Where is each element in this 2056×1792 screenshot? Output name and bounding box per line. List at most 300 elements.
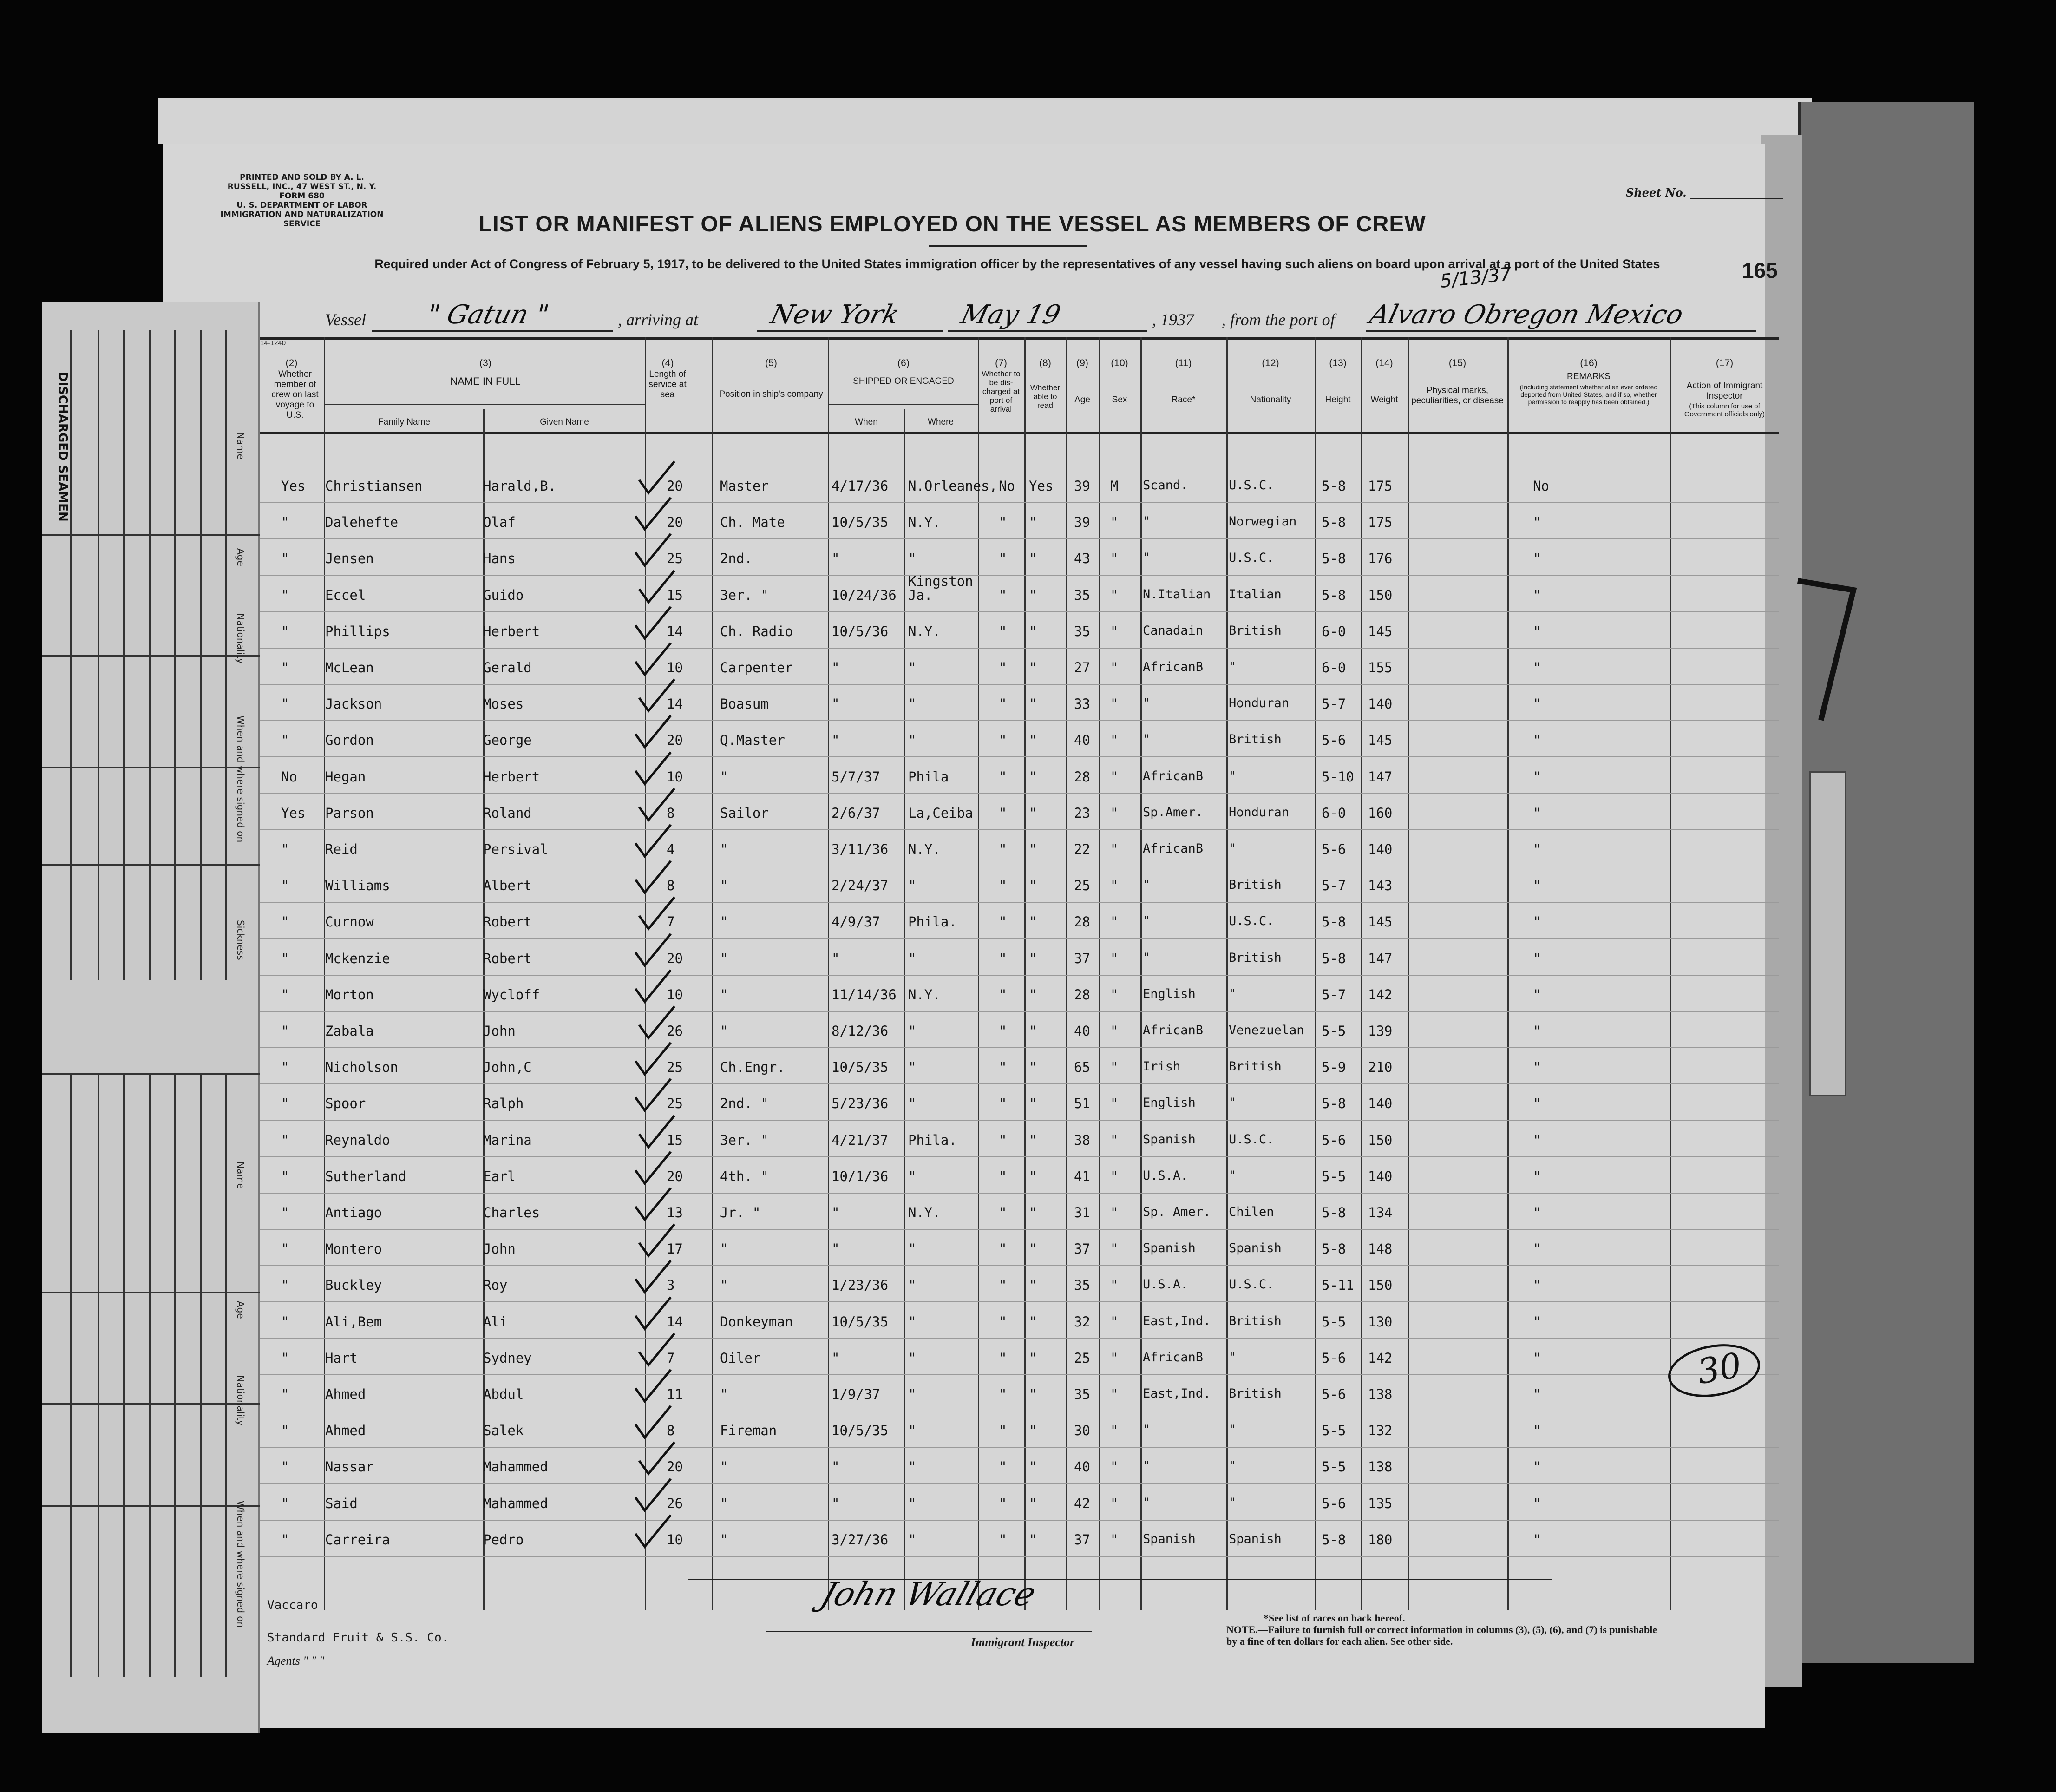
cell-read: " [1029,551,1037,567]
cell-race: AfricanB [1143,1023,1204,1037]
cell-sex: " [1110,1241,1119,1257]
cell-weight: 142 [1368,986,1393,1003]
cell-service: 15 [667,587,683,603]
header-when: When [855,417,878,427]
cell-family: Jensen [325,551,374,567]
table-row [260,721,1779,757]
cell-age: 25 [1074,1350,1090,1366]
cell-service: 25 [667,1059,683,1076]
cell-where: Phila [908,768,949,785]
cell-given: Wycloff [483,986,540,1003]
card-rule [149,1073,151,1677]
cell-age: 33 [1074,696,1090,712]
col-num-10: (10) [1111,358,1128,368]
card-label-nationality-2: Nationality [235,1375,246,1426]
cell-height: 5-8 [1322,1241,1346,1257]
cell-position: Master [720,478,769,494]
cell-read: " [1029,732,1037,748]
cell-where: N.Y. [908,1205,941,1221]
cell-remarks: " [1533,660,1541,676]
cell-last: " [281,623,289,639]
cell-age: 65 [1074,1059,1090,1076]
cell-disch: " [999,1023,1007,1039]
cell-nat: " [1229,1423,1237,1438]
cell-nat: " [1229,768,1237,783]
cell-last: " [281,986,289,1003]
table-row [260,573,1779,612]
cell-read: " [1029,986,1037,1003]
cell-given: Mahammed [483,1495,548,1511]
cell-race: " [1143,878,1151,893]
cell-age: 25 [1074,878,1090,894]
cell-height: 5-8 [1322,478,1346,494]
cell-given: Roland [483,805,532,821]
cell-disch: " [999,551,1007,567]
footer-note [1226,1612,1668,1647]
cell-read: " [1029,841,1037,857]
cell-when: " [832,1241,840,1257]
cell-when: 2/24/37 [832,878,889,894]
cell-height: 6-0 [1322,660,1346,676]
cell-sex: " [1110,623,1119,639]
cell-where: " [908,732,917,748]
cell-when: " [832,551,840,567]
cell-when: " [832,1459,840,1475]
vessel-name: " Gatun " [423,300,552,330]
cell-sex: " [1110,986,1119,1003]
cell-family: Reynaldo [325,1132,390,1148]
cell-when: 8/12/36 [832,1023,889,1039]
underline [757,330,943,332]
table-row [260,976,1779,1012]
card-section-rule [42,1403,260,1405]
card-rule [98,1073,99,1677]
cell-read: " [1029,1168,1037,1184]
cell-given: Marina [483,1132,532,1148]
signature-caption: Immigrant Inspector [971,1635,1075,1649]
cell-family: Reid [325,841,358,857]
cell-weight: 155 [1368,660,1393,676]
table-end-rule [688,1579,1552,1580]
cell-position: " [720,1531,728,1548]
cell-given: John [483,1241,516,1257]
cell-height: 5-8 [1322,950,1346,966]
cell-last: " [281,1386,289,1402]
cell-remarks: " [1533,1023,1541,1039]
table-row [260,1084,1779,1121]
header-race: Race* [1171,395,1196,405]
cell-given: Gerald [483,660,532,676]
cell-read: " [1029,696,1037,712]
table-row [260,1157,1779,1194]
card-rule [174,1073,176,1677]
cell-when: 4/17/36 [832,478,889,494]
cell-disch: " [999,841,1007,857]
cell-race: East,Ind. [1143,1313,1211,1328]
col-num-11: (11) [1175,358,1192,368]
cell-nat: " [1229,1495,1237,1510]
cell-nat: U.S.C. [1229,1277,1274,1292]
card-label-name-2: Name [235,1162,246,1189]
cell-position: " [720,1495,728,1511]
cell-disch: " [999,1350,1007,1366]
cell-last: " [281,1459,289,1475]
header-length-service: Length of service at sea [648,369,687,400]
cell-family: Williams [325,878,390,894]
cell-family: Montero [325,1241,382,1257]
cell-when: 5/7/37 [832,768,880,785]
cell-nat: U.S.C. [1229,914,1274,929]
cell-nat: Chilen [1229,1205,1274,1219]
cell-sex: " [1110,1423,1119,1439]
cell-nat: " [1229,841,1237,856]
cell-remarks: " [1533,1168,1541,1184]
table-row [260,794,1779,830]
printer-line: PRINTED AND SOLD BY A. L. RUSSELL, INC., 47 WEST ST., N. Y. [227,173,377,191]
cell-age: 38 [1074,1132,1090,1148]
cell-sex: " [1110,950,1119,966]
cell-position: 3er. " [720,1132,769,1148]
cell-given: Albert [483,878,532,894]
cell-sex: " [1110,1531,1119,1548]
cell-race: U.S.A. [1143,1168,1188,1183]
cell-disch: " [999,1168,1007,1184]
cell-read: " [1029,1205,1037,1221]
cell-age: 32 [1074,1313,1090,1330]
cell-read: " [1029,1459,1037,1475]
table-row [260,649,1779,685]
cell-disch: " [999,1277,1007,1293]
cell-disch: " [999,1495,1007,1511]
sheet-no-blank [1690,188,1783,199]
cell-height: 5-6 [1322,732,1346,748]
from-label: , from the port of [1222,310,1335,329]
cell-remarks: No [1533,478,1549,494]
cell-position: Sailor [720,805,769,821]
cell-family: Curnow [325,914,374,930]
cell-race: Scand. [1143,478,1188,492]
cell-when: 10/5/35 [832,1059,889,1076]
cell-service: 7 [667,1350,675,1366]
header-height: Height [1325,395,1351,405]
cell-read: " [1029,1023,1037,1039]
cell-last: " [281,878,289,894]
cell-family: Spoor [325,1096,366,1112]
cell-when: 3/27/36 [832,1531,889,1548]
cell-height: 5-8 [1322,587,1346,603]
company-name: Standard Fruit & S.S. Co. [267,1631,449,1645]
cell-race: Canadain [1143,623,1204,638]
table-row [260,1048,1779,1084]
cell-race: " [1143,732,1151,747]
cell-height: 5-8 [1322,514,1346,531]
table-row [260,539,1779,576]
header-age: Age [1074,395,1090,405]
cell-service: 10 [667,768,683,785]
cell-when: 3/11/36 [832,841,889,857]
cell-sex: " [1110,1059,1119,1076]
printer-block [218,173,386,229]
header-inspector-sub: (This column for use of Government officials only) [1684,402,1765,418]
cell-sex: M [1110,478,1119,494]
cell-last: " [281,732,289,748]
service: IMMIGRATION AND NATURALIZATION SERVICE [220,210,384,229]
cell-nat: U.S.C. [1229,551,1274,565]
cell-when: 10/5/36 [832,623,889,639]
cell-position: Jr. " [720,1205,761,1221]
col-num-16: (16) [1580,358,1598,368]
cell-race: AfricanB [1143,841,1204,856]
required-statement: Required under Act of Congress of February 5, 1917, to be delivered to the United States immigration officer by the representatives of any vessel having such aliens on board upon arrival at a port of the United States [374,257,1660,271]
cell-read: " [1029,1132,1037,1148]
cell-when: 10/5/35 [832,514,889,531]
cell-nat: Honduran [1229,696,1290,711]
cell-family: Said [325,1495,358,1511]
cell-height: 5-7 [1322,696,1346,712]
cell-weight: 160 [1368,805,1393,821]
col-num-17: (17) [1716,358,1734,368]
cell-race: East,Ind. [1143,1386,1211,1401]
cell-sex: " [1110,660,1119,676]
cell-last: " [281,841,289,857]
cell-remarks: " [1533,1241,1541,1257]
cell-position: 3er. " [720,587,769,603]
cell-position: " [720,986,728,1003]
cell-where: " [908,1168,917,1184]
cell-given: Guido [483,587,524,603]
cell-height: 5-8 [1322,1205,1346,1221]
sheet-no-label: Sheet No. [1626,186,1687,199]
cell-family: Phillips [325,623,390,639]
cell-last: " [281,1241,289,1257]
cell-position: " [720,950,728,966]
cell-weight: 140 [1368,841,1393,857]
cell-given: Roy [483,1277,508,1293]
cell-last: " [281,1277,289,1293]
cell-age: 28 [1074,914,1090,930]
cell-weight: 145 [1368,914,1393,930]
cell-remarks: " [1533,1423,1541,1439]
cell-race: " [1143,950,1151,965]
underline [372,330,613,332]
cell-family: Hart [325,1350,358,1366]
cell-last: " [281,1531,289,1548]
cell-family: Ali,Bem [325,1313,382,1330]
cell-where: N.Y. [908,514,941,531]
cell-where: N.Y. [908,841,941,857]
cell-disch: " [999,950,1007,966]
cell-age: 28 [1074,768,1090,785]
arriving-label: , arriving at [618,310,699,329]
cell-disch: " [999,805,1007,821]
cell-position: 2nd. " [720,1096,769,1112]
cell-weight: 135 [1368,1495,1393,1511]
cell-service: 15 [667,1132,683,1148]
cell-sex: " [1110,1459,1119,1475]
cell-family: Hegan [325,768,366,785]
cell-when: " [832,1495,840,1511]
cell-remarks: " [1533,1059,1541,1076]
cell-age: 51 [1074,1096,1090,1112]
cell-where: Kingston Ja. [908,573,973,603]
cell-height: 5-8 [1322,1531,1346,1548]
cell-disch: " [999,1059,1007,1076]
cell-where: " [908,1495,917,1511]
cell-where: N.Y. [908,986,941,1003]
cell-last: Yes [281,805,306,821]
cell-nat: " [1229,1459,1237,1474]
table-row [260,939,1779,976]
cell-when: " [832,1350,840,1366]
cell-where: " [908,1313,917,1330]
cell-nat: U.S.C. [1229,478,1274,492]
cell-when: 5/23/36 [832,1096,889,1112]
cell-height: 5-8 [1322,551,1346,567]
cell-disch: " [999,1423,1007,1439]
cell-where: " [908,950,917,966]
cell-family: Eccel [325,587,366,603]
header-shipped: SHIPPED OR ENGAGED [853,376,954,386]
cell-remarks: " [1533,1132,1541,1148]
cell-sex: " [1110,841,1119,857]
cell-given: Herbert [483,623,540,639]
cell-given: John [483,1023,516,1039]
table-row [260,685,1779,721]
cell-given: Harald,B. [483,478,557,494]
cell-read: " [1029,660,1037,676]
card-label-signed-on-2: When and where signed on [235,1501,246,1628]
cell-sex: " [1110,1277,1119,1293]
cell-read: " [1029,950,1037,966]
table-row [260,1411,1779,1448]
cell-read: " [1029,1277,1037,1293]
cell-family: Carreira [325,1531,390,1548]
cell-weight: 145 [1368,732,1393,748]
cell-weight: 132 [1368,1423,1393,1439]
cell-height: 5-5 [1322,1459,1346,1475]
cell-last: " [281,1132,289,1148]
cell-when: 2/6/37 [832,805,880,821]
table-row [260,1448,1779,1484]
cell-height: 5-6 [1322,1495,1346,1511]
cell-family: Gordon [325,732,374,748]
cell-disch: " [999,1096,1007,1112]
cell-where: N.Orleanes, [908,478,998,494]
table-row [260,1012,1779,1048]
cell-remarks: " [1533,623,1541,639]
cell-last: " [281,914,289,930]
table-row [260,467,1779,503]
cell-race: Spanish [1143,1241,1196,1256]
cell-sex: " [1110,587,1119,603]
cell-weight: 148 [1368,1241,1393,1257]
cell-where: " [908,660,917,676]
header-name-in-full: NAME IN FULL [450,375,521,387]
cell-remarks: " [1533,805,1541,821]
cell-sex: " [1110,1386,1119,1402]
cell-where: " [908,1423,917,1439]
cell-disch: " [999,587,1007,603]
cell-read: " [1029,805,1037,821]
cell-where: " [908,1059,917,1076]
card-section-rule [42,767,260,768]
cell-remarks: " [1533,1096,1541,1112]
cell-read: " [1029,1096,1037,1112]
table-row [260,1266,1779,1302]
col-num-6: (6) [897,358,910,368]
signature-line [766,1631,1092,1632]
cell-service: 4 [667,841,675,857]
cell-sex: " [1110,878,1119,894]
cell-sex: " [1110,514,1119,531]
cell-when: 10/5/35 [832,1313,889,1330]
cell-weight: 134 [1368,1205,1393,1221]
table-row [260,903,1779,939]
cell-age: 37 [1074,950,1090,966]
cell-sex: " [1110,1132,1119,1148]
cell-position: Q.Master [720,732,785,748]
cell-given: Mahammed [483,1459,548,1475]
cell-position: Fireman [720,1423,777,1439]
cell-sex: " [1110,914,1119,930]
card-label-age-2: Age [235,1301,246,1319]
table-row [260,1230,1779,1266]
cell-race: " [1143,1459,1151,1474]
cell-disch: " [999,696,1007,712]
cell-service: 8 [667,1423,675,1439]
cell-weight: 140 [1368,696,1393,712]
cell-nat: British [1229,1313,1282,1328]
cell-age: 37 [1074,1531,1090,1548]
cell-weight: 140 [1368,1096,1393,1112]
cell-age: 22 [1074,841,1090,857]
cell-race: " [1143,1495,1151,1510]
year: , 1937 [1152,310,1194,329]
cell-race: " [1143,514,1151,529]
cell-remarks: " [1533,1205,1541,1221]
cell-nat: " [1229,1350,1237,1365]
cell-race: " [1143,1423,1151,1438]
header-family-name: Family Name [378,417,430,427]
cell-race: " [1143,551,1151,565]
cell-height: 5-6 [1322,1132,1346,1148]
cell-family: Sutherland [325,1168,406,1184]
cell-remarks: " [1533,732,1541,748]
card-label-signed-on: When and where signed on [235,715,246,843]
card-rule [70,1073,72,1677]
cell-service: 8 [667,878,675,894]
form-code: 14-1240 [260,339,286,347]
cell-where: N.Y. [908,623,941,639]
sheet-no [1626,186,1783,199]
cell-given: John,C [483,1059,532,1076]
cell-nat: Venezuelan [1229,1023,1304,1037]
table-row [260,503,1779,539]
cell-read: " [1029,1059,1037,1076]
cell-where: " [908,696,917,712]
cell-weight: 175 [1368,478,1393,494]
page-title: LIST OR MANIFEST OF ALIENS EMPLOYED ON THE VESSEL AS MEMBERS OF CREW [478,212,1426,236]
header-sex: Sex [1112,395,1127,405]
cell-height: 5-11 [1322,1277,1354,1293]
cell-given: Salek [483,1423,524,1439]
cell-sex: " [1110,696,1119,712]
cell-service: 20 [667,950,683,966]
cell-age: 40 [1074,732,1090,748]
cell-service: 17 [667,1241,683,1257]
header-physical-marks: Physical marks, peculiarities, or disease [1411,386,1504,406]
cell-where: " [908,878,917,894]
